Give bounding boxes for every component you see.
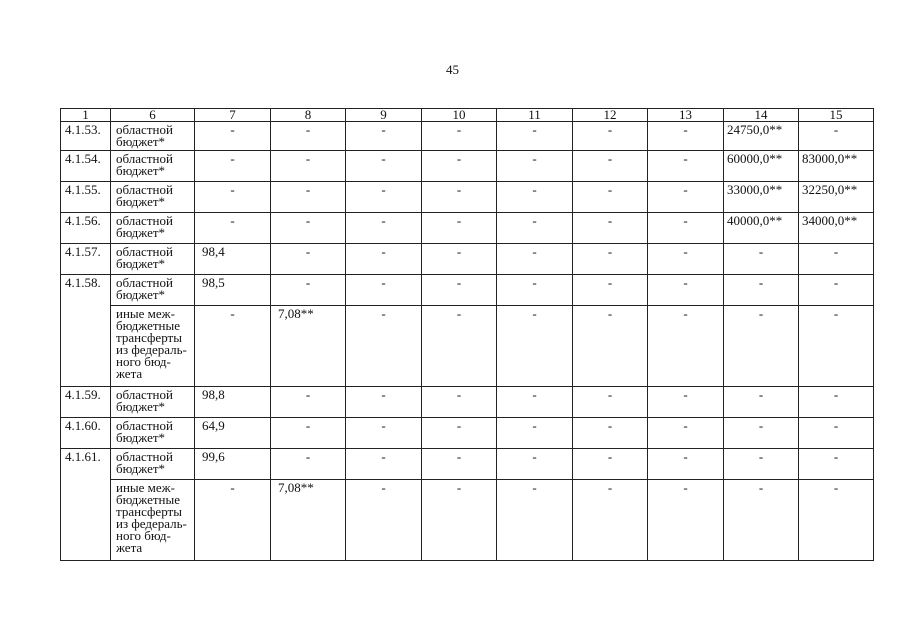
value-cell: 32250,0** bbox=[799, 182, 874, 213]
value-cell: - bbox=[346, 122, 422, 151]
value-cell: - bbox=[271, 418, 346, 449]
row-code: 4.1.56. bbox=[61, 213, 111, 244]
row-code: 4.1.58. bbox=[61, 275, 111, 387]
table-row bbox=[61, 418, 874, 449]
header-cell: 7 bbox=[195, 109, 271, 122]
value-cell: 60000,0** bbox=[724, 151, 799, 182]
value-cell: - bbox=[346, 275, 422, 306]
value-cell: - bbox=[346, 213, 422, 244]
row-code: 4.1.60. bbox=[61, 418, 111, 449]
value-cell: - bbox=[573, 244, 648, 275]
value-cell: - bbox=[497, 244, 573, 275]
header-cell: 14 bbox=[724, 109, 799, 122]
value-cell: - bbox=[573, 449, 648, 480]
value-cell: - bbox=[573, 480, 648, 561]
row-code: 4.1.53. bbox=[61, 122, 111, 151]
funding-source: областной бюджет* bbox=[111, 151, 195, 182]
value-cell: - bbox=[346, 449, 422, 480]
header-cell: 13 bbox=[648, 109, 724, 122]
value-cell: - bbox=[497, 275, 573, 306]
value-cell: - bbox=[346, 306, 422, 387]
value-cell: 24750,0** bbox=[724, 122, 799, 151]
value-cell: - bbox=[497, 387, 573, 418]
value-cell: 99,6 bbox=[195, 449, 271, 480]
value-cell: - bbox=[422, 306, 497, 387]
value-cell: - bbox=[724, 418, 799, 449]
value-cell: 98,8 bbox=[195, 387, 271, 418]
header-cell: 11 bbox=[497, 109, 573, 122]
value-cell: - bbox=[573, 418, 648, 449]
funding-source: областной бюджет* bbox=[111, 182, 195, 213]
value-cell: - bbox=[422, 122, 497, 151]
value-cell: 33000,0** bbox=[724, 182, 799, 213]
value-cell: - bbox=[573, 151, 648, 182]
funding-source: областной бюджет* bbox=[111, 449, 195, 480]
table-row bbox=[61, 182, 874, 213]
value-cell: - bbox=[422, 387, 497, 418]
value-cell: - bbox=[648, 122, 724, 151]
value-cell: - bbox=[271, 151, 346, 182]
value-cell: - bbox=[648, 449, 724, 480]
header-row bbox=[61, 109, 874, 122]
value-cell: - bbox=[573, 122, 648, 151]
value-cell: - bbox=[422, 418, 497, 449]
value-cell: - bbox=[195, 151, 271, 182]
value-cell: - bbox=[799, 122, 874, 151]
value-cell: - bbox=[195, 122, 271, 151]
value-cell: - bbox=[271, 387, 346, 418]
value-cell: - bbox=[497, 449, 573, 480]
value-cell: - bbox=[346, 387, 422, 418]
table-row bbox=[61, 449, 874, 480]
value-cell: 98,4 bbox=[195, 244, 271, 275]
value-cell: - bbox=[724, 244, 799, 275]
value-cell: - bbox=[422, 449, 497, 480]
value-cell: - bbox=[346, 480, 422, 561]
value-cell: - bbox=[271, 275, 346, 306]
value-cell: - bbox=[346, 244, 422, 275]
value-cell: - bbox=[648, 213, 724, 244]
value-cell: - bbox=[497, 418, 573, 449]
value-cell: 98,5 bbox=[195, 275, 271, 306]
row-code: 4.1.59. bbox=[61, 387, 111, 418]
table-row bbox=[61, 306, 874, 387]
value-cell: - bbox=[573, 182, 648, 213]
value-cell: - bbox=[271, 122, 346, 151]
value-cell: 83000,0** bbox=[799, 151, 874, 182]
value-cell: 64,9 bbox=[195, 418, 271, 449]
value-cell: - bbox=[271, 213, 346, 244]
value-cell: - bbox=[346, 418, 422, 449]
value-cell: 7,08** bbox=[271, 480, 346, 561]
value-cell: - bbox=[271, 244, 346, 275]
funding-source: иные меж-бюджетные трансферты из федераль-ного бюд-жета bbox=[111, 480, 195, 561]
funding-source: областной бюджет* bbox=[111, 122, 195, 151]
value-cell: - bbox=[497, 122, 573, 151]
header-cell: 1 bbox=[61, 109, 111, 122]
value-cell: - bbox=[648, 275, 724, 306]
table-row bbox=[61, 480, 874, 561]
table-row bbox=[61, 244, 874, 275]
budget-table bbox=[60, 108, 874, 561]
funding-source: областной бюджет* bbox=[111, 275, 195, 306]
value-cell: - bbox=[271, 182, 346, 213]
value-cell: - bbox=[724, 449, 799, 480]
value-cell: - bbox=[648, 182, 724, 213]
value-cell: - bbox=[648, 387, 724, 418]
header-cell: 10 bbox=[422, 109, 497, 122]
value-cell: 7,08** bbox=[271, 306, 346, 387]
table-row bbox=[61, 387, 874, 418]
page-number: 45 bbox=[446, 62, 459, 77]
value-cell: - bbox=[422, 182, 497, 213]
value-cell: - bbox=[195, 480, 271, 561]
value-cell: - bbox=[799, 244, 874, 275]
value-cell: - bbox=[346, 151, 422, 182]
value-cell: - bbox=[497, 306, 573, 387]
value-cell: - bbox=[195, 306, 271, 387]
value-cell: - bbox=[799, 480, 874, 561]
header-cell: 8 bbox=[271, 109, 346, 122]
value-cell: - bbox=[346, 182, 422, 213]
funding-source: иные меж-бюджетные трансферты из федераль-ного бюд-жета bbox=[111, 306, 195, 387]
value-cell: - bbox=[648, 151, 724, 182]
table-row bbox=[61, 213, 874, 244]
value-cell: - bbox=[799, 387, 874, 418]
row-code: 4.1.57. bbox=[61, 244, 111, 275]
value-cell: - bbox=[648, 306, 724, 387]
funding-source: областной бюджет* bbox=[111, 418, 195, 449]
table-body bbox=[61, 109, 874, 561]
funding-source: областной бюджет* bbox=[111, 213, 195, 244]
value-cell: - bbox=[724, 306, 799, 387]
row-code: 4.1.54. bbox=[61, 151, 111, 182]
header-cell: 15 bbox=[799, 109, 874, 122]
table-row bbox=[61, 275, 874, 306]
value-cell: - bbox=[799, 418, 874, 449]
value-cell: - bbox=[422, 213, 497, 244]
value-cell: - bbox=[573, 275, 648, 306]
value-cell: - bbox=[195, 213, 271, 244]
value-cell: - bbox=[573, 387, 648, 418]
value-cell: - bbox=[573, 213, 648, 244]
row-code: 4.1.61. bbox=[61, 449, 111, 561]
header-cell: 12 bbox=[573, 109, 648, 122]
header-cell: 9 bbox=[346, 109, 422, 122]
value-cell: - bbox=[422, 480, 497, 561]
value-cell: - bbox=[422, 244, 497, 275]
value-cell: - bbox=[497, 213, 573, 244]
value-cell: - bbox=[422, 151, 497, 182]
value-cell: - bbox=[497, 151, 573, 182]
table-row bbox=[61, 122, 874, 151]
value-cell: - bbox=[724, 387, 799, 418]
funding-source: областной бюджет* bbox=[111, 387, 195, 418]
table-row bbox=[61, 151, 874, 182]
value-cell: - bbox=[497, 480, 573, 561]
value-cell: - bbox=[573, 306, 648, 387]
value-cell: - bbox=[195, 182, 271, 213]
value-cell: - bbox=[497, 182, 573, 213]
value-cell: - bbox=[799, 275, 874, 306]
value-cell: - bbox=[648, 244, 724, 275]
value-cell: 40000,0** bbox=[724, 213, 799, 244]
header-cell: 6 bbox=[111, 109, 195, 122]
value-cell: - bbox=[271, 449, 346, 480]
value-cell: - bbox=[724, 275, 799, 306]
value-cell: - bbox=[799, 306, 874, 387]
value-cell: - bbox=[648, 418, 724, 449]
value-cell: - bbox=[724, 480, 799, 561]
value-cell: - bbox=[422, 275, 497, 306]
row-code: 4.1.55. bbox=[61, 182, 111, 213]
value-cell: - bbox=[799, 449, 874, 480]
value-cell: - bbox=[648, 480, 724, 561]
value-cell: 34000,0** bbox=[799, 213, 874, 244]
funding-source: областной бюджет* bbox=[111, 244, 195, 275]
